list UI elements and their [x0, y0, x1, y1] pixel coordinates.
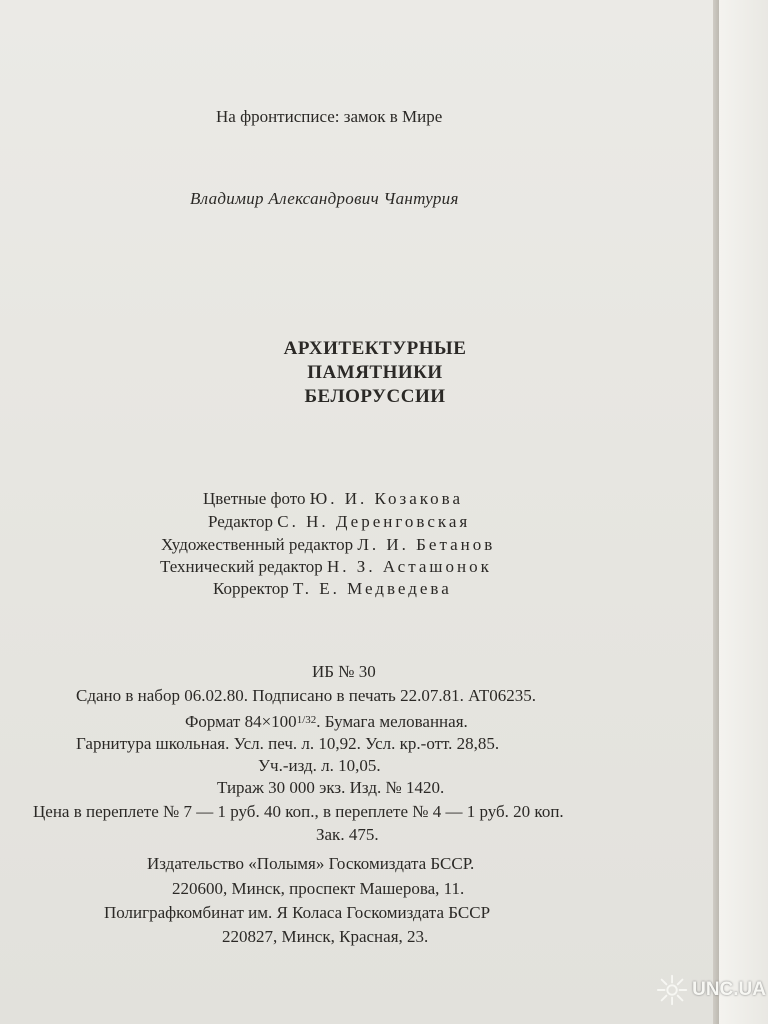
credit-line	[161, 535, 495, 555]
imprint-circulation: Тираж 30 000 экз. Изд. № 1420.	[217, 778, 445, 797]
credit-line	[208, 512, 470, 532]
format-fraction: 1/32	[296, 714, 317, 726]
imprint-order: Зак. 475.	[316, 825, 379, 844]
frontispiece-note: На фронтисписе: замок в Мире	[216, 107, 443, 126]
credit-line	[203, 489, 463, 509]
book-title-line-3: БЕЛОРУССИИ	[304, 386, 446, 407]
publisher-address: 220600, Минск, проспект Машерова, 11.	[172, 879, 465, 898]
watermark-text: UNC.UA	[692, 979, 766, 1000]
credit-person: Т. Е. Медведева	[293, 579, 452, 598]
credit-line	[213, 579, 452, 599]
credit-person: С. Н. Деренговская	[277, 512, 471, 531]
imprint-price: Цена в переплете № 7 — 1 руб. 40 коп., в переплете № 4 — 1 руб. 20 коп.	[33, 802, 564, 821]
credit-person: Н. З. Асташонок	[327, 557, 492, 576]
author-name: Владимир Александрович Чантурия	[190, 189, 459, 208]
credit-person: Л. И. Бетанов	[357, 535, 496, 554]
credit-person: Ю. И. Козакова	[309, 489, 463, 508]
format-prefix: Формат 84×100	[185, 712, 297, 731]
imprint-dates: Сдано в набор 06.02.80. Подписано в печать 22.07.81. АТ06235.	[76, 686, 536, 705]
credit-role: Художественный редактор	[161, 535, 354, 554]
book-title-line-2: ПАМЯТНИКИ	[307, 362, 443, 383]
credit-role: Редактор	[208, 512, 273, 531]
credit-role: Корректор	[213, 579, 289, 598]
printer-name: Полиграфкомбинат им. Я Коласа Госкомиздата БССР	[104, 903, 491, 922]
sun-icon	[656, 973, 688, 1007]
imprint-publishing-sheets: Уч.-изд. л. 10,05.	[258, 756, 381, 775]
credit-role: Технический редактор	[160, 557, 323, 576]
watermark	[656, 968, 766, 1012]
publisher-name: Издательство «Полымя» Госкомиздата БССР.	[147, 854, 475, 873]
imprint-format	[185, 710, 468, 732]
credit-line	[160, 557, 492, 577]
imprint-typeface: Гарнитура школьная. Усл. печ. л. 10,92. Усл. кр.-отт. 28,85.	[76, 734, 500, 753]
ib-number: ИБ № 30	[312, 662, 376, 681]
credit-role: Цветные фото	[203, 489, 306, 508]
format-suffix: . Бумага мелованная.	[316, 712, 468, 731]
printer-address: 220827, Минск, Красная, 23.	[222, 927, 429, 946]
book-title-line-1: АРХИТЕКТУРНЫЕ	[283, 338, 467, 359]
adjacent-page	[719, 0, 768, 1024]
